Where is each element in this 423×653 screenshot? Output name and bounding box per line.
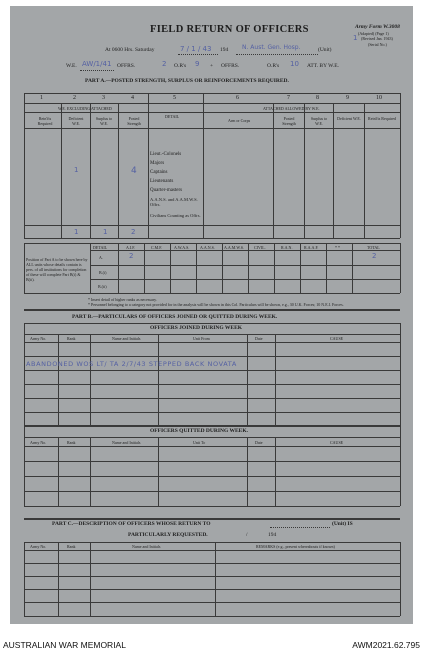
- quitted-heading: OFFICERS QUITTED DURING WEEK.: [150, 428, 248, 434]
- rank-label: A.A.N.S. and A.A.M.W.S. Offrs.: [150, 197, 198, 207]
- col-number: 9: [346, 95, 349, 101]
- handwritten-value: 2: [131, 228, 136, 236]
- table-col-header: Name and Initials: [132, 544, 161, 549]
- col-header: Surplus to W.E.: [310, 116, 328, 126]
- col-header: Deficient W.E.: [68, 116, 84, 126]
- att-label: ATT. BY W.E.: [307, 63, 339, 69]
- handwritten-unit: N. Aust. Gen. Hosp.: [242, 44, 301, 51]
- summary-header: CIVIL.: [254, 245, 266, 250]
- table-col-header: Army No.: [30, 440, 47, 445]
- summary-header: R.A.A.F.: [304, 245, 319, 250]
- we-label: W.E.: [66, 63, 77, 69]
- handwritten-value: 2: [129, 252, 134, 260]
- part-c-heading: PART C.—DESCRIPTION OF OFFICERS WHOSE RETURN TO: [52, 521, 211, 527]
- col-header: Posted Strength: [282, 116, 296, 126]
- col-number: 6: [236, 95, 239, 101]
- form-title: FIELD RETURN OF OFFICERS: [150, 24, 309, 35]
- handwritten-value: 1: [74, 166, 79, 174]
- handwritten-offrs: 2: [162, 60, 167, 68]
- part-a-heading: PART A.—POSTED STRENGTH, SURPLUS OR REINFORCEMENTS REQUIRED.: [85, 78, 289, 84]
- handwritten-we: AW/1/41: [82, 60, 112, 68]
- part-c-particularly: PARTICULARLY REQUESTED.: [128, 532, 208, 538]
- unit-label: (Unit): [318, 47, 332, 53]
- col-number: 7: [287, 95, 290, 101]
- rank-label: Lieut.-Colonels: [150, 152, 182, 157]
- col-header: Deficient W.E.: [337, 116, 361, 121]
- year-label: 194: [220, 47, 229, 53]
- table-col-header: Unit To: [193, 440, 206, 445]
- rank-label: Captains: [150, 170, 168, 175]
- handwritten-joined-entry: ABANDONED WOS LT/ TA 2/7/43 STEPPED BACK NOVATA: [26, 360, 237, 368]
- col-header: Rein'fts Required: [37, 116, 53, 126]
- table-col-header: Name and Initials: [112, 336, 141, 341]
- summary-row-label: A.: [99, 255, 103, 260]
- table-col-header: Rank: [67, 336, 76, 341]
- rank-label: Quarter-masters: [150, 188, 183, 193]
- archive-footer: [0, 638, 423, 653]
- summary-header: R.A.N.: [281, 245, 293, 250]
- summary-header: C.M.F.: [151, 245, 163, 250]
- summary-row-label: B.(ii): [98, 284, 107, 289]
- table-col-header: Name and Initials: [112, 440, 141, 445]
- part-c-slash: /: [246, 532, 248, 538]
- offrs-label-2: OFFRS.: [221, 63, 240, 69]
- part-c-year: 194: [268, 532, 277, 538]
- table-col-header: CAUSE: [330, 336, 344, 341]
- table-col-header: CAUSE: [330, 440, 344, 445]
- table-col-header: Date: [255, 336, 263, 341]
- table-col-header: Date: [255, 440, 263, 445]
- col-number: 1: [40, 95, 43, 101]
- col-header: Posted Strength: [127, 116, 141, 126]
- col-number: 5: [173, 95, 176, 101]
- handwritten-serial: 1: [353, 34, 358, 42]
- table-col-header: Rank: [67, 544, 76, 549]
- table-col-header: Army No.: [30, 336, 47, 341]
- handwritten-value: 1: [103, 228, 108, 236]
- col-number: 8: [316, 95, 319, 101]
- col-number: 10: [376, 95, 382, 101]
- serial-label: (Serial No.): [368, 42, 387, 47]
- summary-header: A.W.A.S.: [174, 245, 190, 250]
- footnote: * Insert detail of higher ranks as necessary.: [88, 297, 157, 302]
- rank-label: Lieutenants: [150, 179, 174, 184]
- table-col-header: REMARKS (e.g., present whereabouts if known): [256, 544, 335, 549]
- part-c-unit: (Unit) IS: [332, 521, 353, 527]
- col-number: 3: [102, 95, 105, 101]
- table-col-header: Army No.: [30, 544, 47, 549]
- rank-label: Civilians Counting as Offrs.: [150, 213, 201, 218]
- footer-accession: AWM2021.62.795: [352, 640, 420, 650]
- col-header: Rein'fts Required: [368, 116, 396, 121]
- col-number: 4: [131, 95, 134, 101]
- army-form-number: Army Form W.3008: [355, 24, 400, 30]
- summary-header: A.I.F.: [126, 245, 136, 250]
- summary-header: TOTAL: [367, 245, 380, 250]
- summary-header: A.A.N.S.: [200, 245, 215, 250]
- form-sheet: [10, 6, 413, 624]
- handwritten-value: 1: [74, 228, 79, 236]
- table-col-header: Unit From: [193, 336, 210, 341]
- handwritten-date: 7 / 1 / 43: [180, 45, 212, 53]
- footnote: * Personnel belonging to a category not provided for in the analysis will be shown in this Col. Particulars will be shown, e.g., 30 U.K. Forces; 10 N.E.I. Forces.: [88, 302, 344, 307]
- we-excluding-attached: W.E. EXCLUDING ATTACHED: [58, 106, 112, 111]
- ors-label: O.R's: [174, 63, 187, 69]
- offrs-label: OFFRS.: [117, 63, 136, 69]
- footer-institution: AUSTRALIAN WAR MEMORIAL: [3, 640, 126, 650]
- part-b-heading: PART B.—PARTICULARS OF OFFICERS JOINED OR QUITTED DURING WEEK.: [72, 314, 278, 320]
- handwritten-value: 2: [372, 252, 377, 260]
- at-line: At 0600 Hrs. Saturday: [105, 47, 155, 53]
- rank-label: Majors: [150, 161, 165, 166]
- table-col-header: Rank: [67, 440, 76, 445]
- summary-note: Position of Part A to be shown here by ALL units whose details contain is pers. of all institutions for completion of these will complete Part B(i) & B(ii).: [26, 257, 88, 282]
- summary-header: DETAIL: [93, 245, 108, 250]
- attached-allowed: ATTACHED ALLOWED BY W.E.: [263, 106, 320, 111]
- col-number: 2: [73, 95, 76, 101]
- summary-header: A.A.M.W.S.: [224, 245, 244, 250]
- ors-label-2: O.R's: [267, 63, 280, 69]
- summary-header: * *: [335, 245, 340, 250]
- summary-row-label: B.(i): [99, 270, 107, 275]
- handwritten-value: 4: [131, 166, 137, 176]
- handwritten-att: 10: [290, 60, 299, 68]
- detail-header: DETAIL: [165, 114, 180, 119]
- joined-heading: OFFICERS JOINED DURING WEEK: [150, 325, 243, 331]
- col-header: Surplus to W.E.: [95, 116, 113, 126]
- army-form-revised: (Revised Jan. 1943): [361, 36, 393, 41]
- army-form-adapted: (Adapted) (Page 1): [358, 31, 389, 36]
- plus-sign: +: [210, 63, 214, 69]
- handwritten-ors: 9: [195, 60, 200, 68]
- col-header: Arm or Corps: [228, 118, 251, 123]
